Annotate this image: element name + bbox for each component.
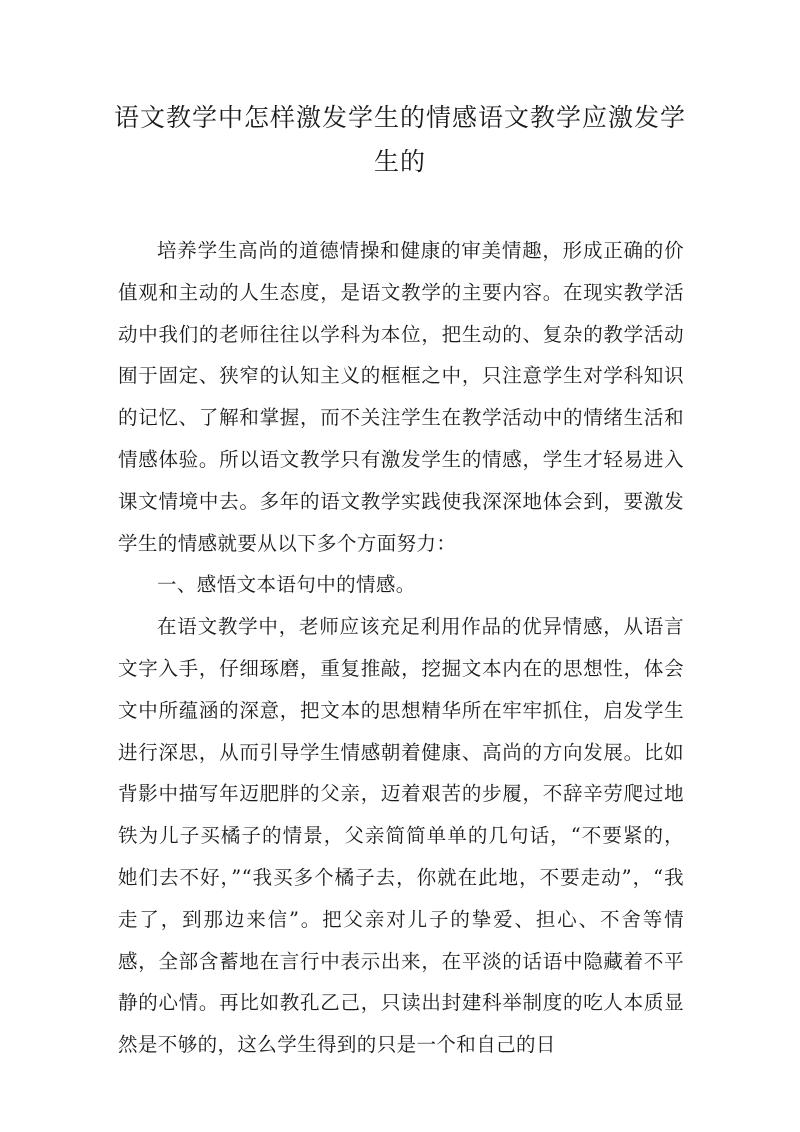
- paragraph-section-1: 在语文教学中，老师应该充足利用作品的优异情感，从语言文字入手，仔细琢磨，重复推敲，挖掘文本内在的思想性，体会文中所蕴涵的深意，把文本的思想精华所在牢牢抓住，启发学生进行深思，从而引导学生情感朝着健康、高尚的方向发展。比如背影中描写年迈肥胖的父亲，迈着艰苦的步履，不辞辛劳爬过地铁为儿子买橘子的情景，父亲简简单单的几句话，“不要紧的，她们去不好，”“我买多个橘子去，你就在此地，不要走动”，“我走了，到那边来信”。把父亲对儿子的挚爱、担心、不舍等情感，全部含蓄地在言行中表示出来，在平淡的话语中隐藏着不平静的心情。再比如教孔乙己，只读出封建科举制度的吃人本质显然是不够的，这么学生得到的只是一个和自己的日: [118, 615, 684, 1057]
- document-title: 语文教学中怎样激发学生的情感语文教学应激发学生的: [113, 103, 686, 176]
- document-body: [118, 230, 684, 1066]
- paragraph-intro: 培养学生高尚的道德情操和健康的审美情趣，形成正确的价值观和主动的人生态度，是语文教学的主要内容。在现实教学活动中我们的老师往往以学科为本位，把生动的、复杂的教学活动囿于固定、狭窄的认知主义的框框之中，只注意学生对学科知识的记忆、了解和掌握，而不关注学生在教学活动中的情绪生活和情感体验。所以语文教学只有激发学生的情感，学生才轻易进入课文情境中去。多年的语文教学实践使我深深地体会到，要激发学生的情感就要从以下多个方面努力：: [118, 239, 684, 555]
- section-heading-1: 一、感悟文本语句中的情感。: [157, 573, 416, 597]
